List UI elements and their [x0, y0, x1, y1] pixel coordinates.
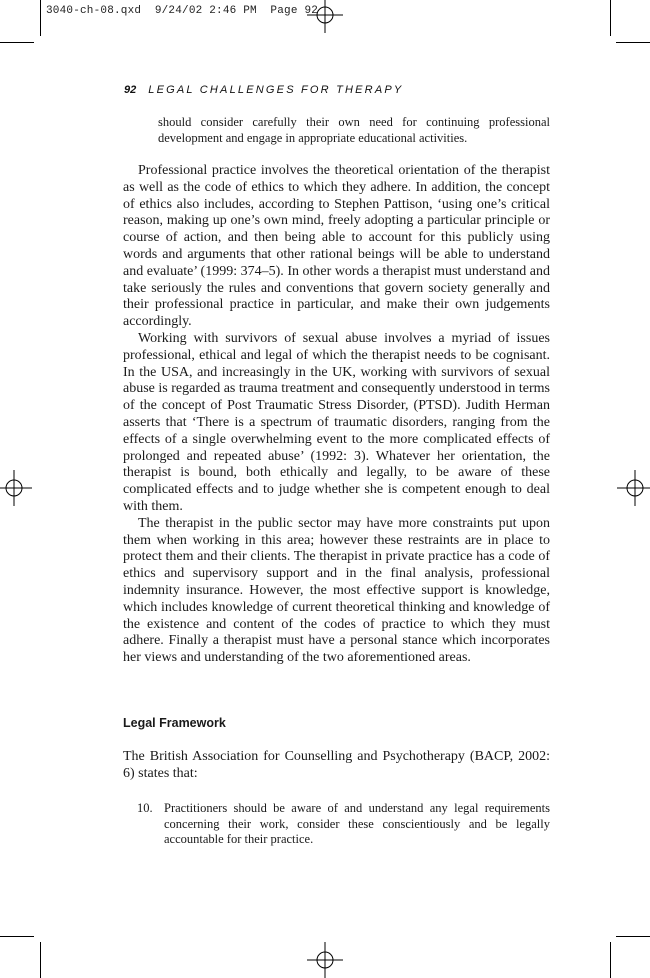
- crop-mark: [616, 936, 650, 937]
- running-head-title: LEGAL CHALLENGES FOR THERAPY: [148, 84, 404, 96]
- crop-mark: [40, 942, 41, 978]
- crop-mark: [0, 42, 34, 43]
- paragraph: Working with survivors of sexual abuse involves a myriad of issues professional, ethical and legal of which the therapist needs to be cognisant. In the USA, and increasingly in the UK, working with survivors of sexual abuse is regarded as trauma treatment and consequently understood in terms of the concept of Post Traumatic Stress Disorder, (PTSD). Judith Herman asserts that ‘There is a spectrum of traumatic disorders, ranging from the effects of a single overwhelming event to the more complicated effects of prolonged and repeated abuse’ (1992: 3). Whatever her orientation, the therapist is bound, both ethically and legally, to be aware of these complicated effects and to judge whether she is competent enough to deal with them.: [123, 330, 550, 514]
- numbered-quote-item: [137, 801, 550, 848]
- registration-mark-icon: [307, 0, 343, 33]
- quote-item-number: 10.: [137, 801, 153, 815]
- block-quote-continuation: should consider carefully their own need for continuing professional development and engage in appropriate educational activities.: [158, 115, 550, 145]
- print-slug: 3040-ch-08.qxd 9/24/02 2:46 PM Page 92: [46, 5, 319, 17]
- crop-mark: [40, 0, 41, 36]
- paragraph: Professional practice involves the theoretical orientation of the therapist as well as the code of ethics to which they adhere. In addition, the concept of ethics also includes, according to Stephen Pattison, ‘using one’s critical reason, making up one’s own mind, freely adopting a particular principle or course of action, and then being able to account for this publicly using words and arguments that other rational beings will be able to understand and evaluate’ (1999: 374–5). In other words a therapist must understand and take seriously the rules and conventions that govern society generally and their professional practice in particular, and make their own judgements accordingly.: [123, 163, 550, 330]
- registration-mark-icon: [0, 470, 32, 506]
- crop-mark: [0, 936, 34, 937]
- body-text: [123, 163, 550, 667]
- registration-mark-icon: [617, 470, 650, 506]
- crop-mark: [610, 0, 611, 36]
- crop-mark: [610, 942, 611, 978]
- quote-item-text: Practitioners should be aware of and understand any legal requirements concerning their work, consider these conscientiously and be legally accountable for their practice.: [164, 801, 550, 846]
- crop-mark: [616, 42, 650, 43]
- registration-mark-icon: [307, 942, 343, 978]
- lead-paragraph: The British Association for Counselling and Psychotherapy (BACP, 2002: 6) states that:: [123, 749, 550, 781]
- paragraph: The therapist in the public sector may have more constraints put upon them when working in this area; however these restraints are in place to protect them and their clients. The therapist in private practice has a code of ethics and supervisory support and in the final analysis, professional indemnity insurance. However, the most effective support is knowledge, which includes knowledge of current theoretical thinking and knowledge of the existence and content of the codes of practice to which they must adhere. Finally a therapist must have a personal stance which incorporates her views and understanding of the two aforementioned areas.: [123, 515, 550, 666]
- running-head: [124, 84, 403, 96]
- section-heading: Legal Framework: [123, 716, 226, 730]
- page-number: 92: [124, 84, 137, 96]
